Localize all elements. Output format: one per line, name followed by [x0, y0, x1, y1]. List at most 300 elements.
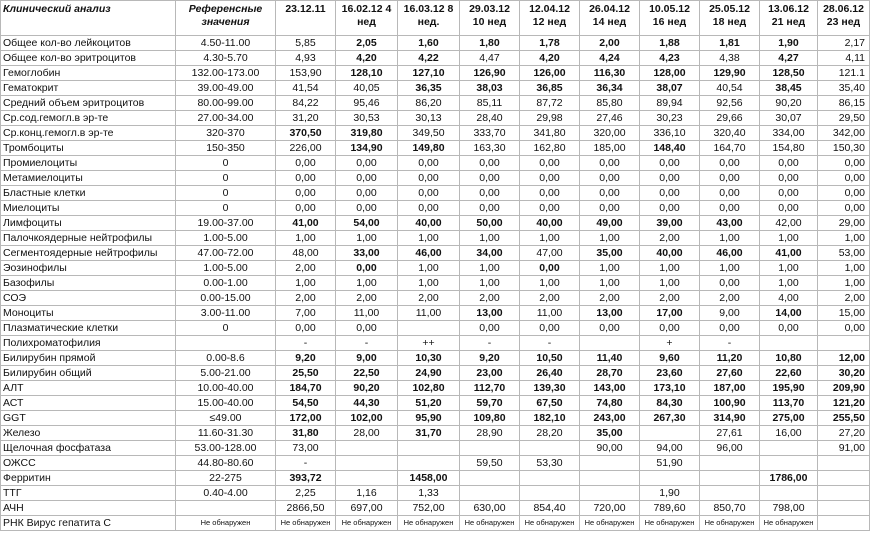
- reference-range-cell: 47.00-72.00: [176, 246, 276, 261]
- result-value-cell: [460, 441, 520, 456]
- reference-range-cell: 22-275: [176, 471, 276, 486]
- result-value-cell: 0,00: [336, 186, 398, 201]
- header-date: [398, 1, 460, 36]
- result-value-cell: Не обнаружен: [700, 516, 760, 531]
- result-value-cell: 314,90: [700, 411, 760, 426]
- result-value-cell: 67,50: [520, 396, 580, 411]
- result-value-cell: 153,90: [276, 66, 336, 81]
- header-date-text: 13.06.12: [768, 3, 809, 15]
- reference-range-cell: [176, 336, 276, 351]
- result-value-cell: 53,00: [818, 246, 870, 261]
- result-value-cell: Не обнаружен: [580, 516, 640, 531]
- result-value-cell: 0,00: [640, 156, 700, 171]
- header-date: [760, 1, 818, 36]
- analysis-name-cell: Ср.конц.гемогл.в эр-те: [1, 126, 176, 141]
- result-value-cell: Не обнаружен: [336, 516, 398, 531]
- header-date-text: 26.04.12: [589, 3, 630, 15]
- result-value-cell: 121.1: [818, 66, 870, 81]
- result-value-cell: 0,00: [760, 171, 818, 186]
- result-value-cell: 1,00: [580, 261, 640, 276]
- result-value-cell: 850,70: [700, 501, 760, 516]
- result-value-cell: 90,20: [336, 381, 398, 396]
- result-value-cell: 23,60: [640, 366, 700, 381]
- result-value-cell: 4,23: [640, 51, 700, 66]
- result-value-cell: 11,20: [700, 351, 760, 366]
- table-row: [1, 276, 870, 291]
- reference-range-cell: 27.00-34.00: [176, 111, 276, 126]
- analysis-name-cell: ОЖСС: [1, 456, 176, 471]
- result-value-cell: 336,10: [640, 126, 700, 141]
- result-value-cell: 40,05: [336, 81, 398, 96]
- result-value-cell: 0,00: [818, 201, 870, 216]
- header-date: [580, 1, 640, 36]
- header-row: [1, 1, 870, 36]
- result-value-cell: 51,90: [640, 456, 700, 471]
- result-value-cell: 185,00: [580, 141, 640, 156]
- header-week-text: нед.: [417, 16, 440, 28]
- result-value-cell: [336, 471, 398, 486]
- reference-range-cell: 0.00-15.00: [176, 291, 276, 306]
- result-value-cell: 126,00: [520, 66, 580, 81]
- result-value-cell: 9,60: [640, 351, 700, 366]
- result-value-cell: 121,20: [818, 396, 870, 411]
- result-value-cell: 2,00: [520, 291, 580, 306]
- result-value-cell: 0,00: [640, 321, 700, 336]
- result-value-cell: 0,00: [336, 321, 398, 336]
- header-week-text: 14 нед: [592, 16, 627, 28]
- result-value-cell: 59,70: [460, 396, 520, 411]
- table-row: [1, 141, 870, 156]
- result-value-cell: 2,05: [336, 36, 398, 51]
- result-value-cell: [398, 321, 460, 336]
- result-value-cell: 102,00: [336, 411, 398, 426]
- result-value-cell: 126,90: [460, 66, 520, 81]
- result-value-cell: 1,00: [336, 276, 398, 291]
- result-value-cell: 2,00: [580, 36, 640, 51]
- reference-range-cell: 0: [176, 186, 276, 201]
- result-value-cell: 10,80: [760, 351, 818, 366]
- result-value-cell: 11,00: [398, 306, 460, 321]
- result-value-cell: 0,00: [460, 321, 520, 336]
- result-value-cell: 209,90: [818, 381, 870, 396]
- result-value-cell: 47,00: [520, 246, 580, 261]
- result-value-cell: -: [700, 336, 760, 351]
- header-date-text: 28.06.12: [823, 3, 864, 15]
- result-value-cell: 334,00: [760, 126, 818, 141]
- result-value-cell: [398, 456, 460, 471]
- result-value-cell: 31,70: [398, 426, 460, 441]
- result-value-cell: [460, 471, 520, 486]
- result-value-cell: 1,00: [398, 231, 460, 246]
- result-value-cell: 320,00: [580, 126, 640, 141]
- result-value-cell: [520, 486, 580, 501]
- result-value-cell: 255,50: [818, 411, 870, 426]
- analysis-name-cell: ТТГ: [1, 486, 176, 501]
- result-value-cell: -: [460, 336, 520, 351]
- result-value-cell: 243,00: [580, 411, 640, 426]
- result-value-cell: 84,30: [640, 396, 700, 411]
- result-value-cell: 0,00: [398, 171, 460, 186]
- result-value-cell: 36,85: [520, 81, 580, 96]
- result-value-cell: 31,80: [276, 426, 336, 441]
- result-value-cell: 27,20: [818, 426, 870, 441]
- analysis-name-cell: Палочкоядерные нейтрофилы: [1, 231, 176, 246]
- result-value-cell: 0,00: [276, 201, 336, 216]
- result-value-cell: 109,80: [460, 411, 520, 426]
- result-value-cell: 42,00: [760, 216, 818, 231]
- result-value-cell: [460, 486, 520, 501]
- result-value-cell: 28,70: [580, 366, 640, 381]
- table-row: [1, 501, 870, 516]
- result-value-cell: 30,20: [818, 366, 870, 381]
- result-value-cell: [818, 471, 870, 486]
- analysis-name-cell: Базофилы: [1, 276, 176, 291]
- result-value-cell: 187,00: [700, 381, 760, 396]
- analysis-name-cell: Эозинофилы: [1, 261, 176, 276]
- result-value-cell: 2,00: [460, 291, 520, 306]
- result-value-cell: -: [520, 336, 580, 351]
- result-value-cell: 48,00: [276, 246, 336, 261]
- result-value-cell: Не обнаружен: [460, 516, 520, 531]
- result-value-cell: [336, 456, 398, 471]
- result-value-cell: [760, 441, 818, 456]
- result-value-cell: 1,00: [580, 276, 640, 291]
- result-value-cell: 0,00: [580, 156, 640, 171]
- header-date-text: 29.03.12: [469, 3, 510, 15]
- header-reference: Референсные значения: [176, 1, 276, 36]
- reference-range-cell: 1.00-5.00: [176, 231, 276, 246]
- result-value-cell: 164,70: [700, 141, 760, 156]
- result-value-cell: 86,15: [818, 96, 870, 111]
- result-value-cell: 1,00: [760, 231, 818, 246]
- header-date: [640, 1, 700, 36]
- result-value-cell: 0,00: [760, 321, 818, 336]
- result-value-cell: 38,03: [460, 81, 520, 96]
- reference-range-cell: 19.00-37.00: [176, 216, 276, 231]
- result-value-cell: 43,00: [700, 216, 760, 231]
- result-value-cell: 4,00: [760, 291, 818, 306]
- table-row: [1, 486, 870, 501]
- result-value-cell: 0,00: [520, 171, 580, 186]
- result-value-cell: 1,00: [460, 261, 520, 276]
- analysis-name-cell: Щелочная фосфатаза: [1, 441, 176, 456]
- result-value-cell: 40,00: [520, 216, 580, 231]
- analysis-name-cell: Метамиелоциты: [1, 171, 176, 186]
- result-value-cell: [580, 486, 640, 501]
- result-value-cell: 148,40: [640, 141, 700, 156]
- result-value-cell: [398, 441, 460, 456]
- reference-range-cell: Не обнаружен: [176, 516, 276, 531]
- result-value-cell: 46,00: [700, 246, 760, 261]
- result-value-cell: 4,27: [760, 51, 818, 66]
- header-week-text: 12 нед: [532, 16, 567, 28]
- analysis-name-cell: Билирубин прямой: [1, 351, 176, 366]
- table-row: [1, 471, 870, 486]
- result-value-cell: 54,50: [276, 396, 336, 411]
- reference-range-cell: 11.60-31.30: [176, 426, 276, 441]
- result-value-cell: 2,00: [336, 291, 398, 306]
- table-row: [1, 321, 870, 336]
- analysis-name-cell: Сегментоядерные нейтрофилы: [1, 246, 176, 261]
- result-value-cell: [640, 426, 700, 441]
- result-value-cell: 4,20: [520, 51, 580, 66]
- result-value-cell: 35,00: [580, 246, 640, 261]
- result-value-cell: 0,00: [818, 171, 870, 186]
- result-value-cell: [818, 456, 870, 471]
- header-date-text: 23.12.11: [285, 3, 326, 15]
- result-value-cell: [700, 486, 760, 501]
- result-value-cell: 1,00: [398, 276, 460, 291]
- result-value-cell: 1,00: [398, 261, 460, 276]
- result-value-cell: 9,00: [336, 351, 398, 366]
- result-value-cell: [760, 456, 818, 471]
- analysis-name-cell: АЧН: [1, 501, 176, 516]
- result-value-cell: 0,00: [460, 186, 520, 201]
- result-value-cell: 149,80: [398, 141, 460, 156]
- result-value-cell: 28,90: [460, 426, 520, 441]
- reference-range-cell: 3.00-11.00: [176, 306, 276, 321]
- header-week-text: 23 нед: [826, 16, 861, 28]
- result-value-cell: 1,00: [460, 276, 520, 291]
- result-value-cell: Не обнаружен: [398, 516, 460, 531]
- table-row: [1, 366, 870, 381]
- result-value-cell: 2,00: [276, 291, 336, 306]
- result-value-cell: 393,72: [276, 471, 336, 486]
- result-value-cell: 1,00: [700, 261, 760, 276]
- result-value-cell: 30,23: [640, 111, 700, 126]
- result-value-cell: 13,00: [580, 306, 640, 321]
- result-value-cell: [818, 516, 870, 531]
- result-value-cell: 40,00: [640, 246, 700, 261]
- result-value-cell: 24,90: [398, 366, 460, 381]
- result-value-cell: 720,00: [580, 501, 640, 516]
- result-value-cell: 798,00: [760, 501, 818, 516]
- result-value-cell: 1,00: [640, 261, 700, 276]
- result-value-cell: 2,00: [640, 231, 700, 246]
- result-value-cell: 2866,50: [276, 501, 336, 516]
- table-row: [1, 186, 870, 201]
- result-value-cell: 2,00: [640, 291, 700, 306]
- result-value-cell: 28,40: [460, 111, 520, 126]
- table-row: [1, 291, 870, 306]
- result-value-cell: 0,00: [700, 171, 760, 186]
- table-row: [1, 36, 870, 51]
- reference-range-cell: 39.00-49.00: [176, 81, 276, 96]
- table-row: [1, 111, 870, 126]
- header-date: [520, 1, 580, 36]
- table-row: [1, 66, 870, 81]
- result-value-cell: 1,88: [640, 36, 700, 51]
- result-value-cell: 143,00: [580, 381, 640, 396]
- result-value-cell: 35,40: [818, 81, 870, 96]
- result-value-cell: 1,00: [460, 231, 520, 246]
- result-value-cell: 0,00: [700, 201, 760, 216]
- result-value-cell: ++: [398, 336, 460, 351]
- analysis-name-cell: АЛТ: [1, 381, 176, 396]
- result-value-cell: 128,00: [640, 66, 700, 81]
- result-value-cell: 0,00: [760, 156, 818, 171]
- reference-range-cell: ≤49.00: [176, 411, 276, 426]
- result-value-cell: 1,90: [640, 486, 700, 501]
- result-value-cell: 1,00: [276, 231, 336, 246]
- result-value-cell: 349,50: [398, 126, 460, 141]
- result-value-cell: 41,00: [276, 216, 336, 231]
- table-row: [1, 336, 870, 351]
- analysis-name-cell: Ср.сод.гемогл.в эр-те: [1, 111, 176, 126]
- result-value-cell: 90,20: [760, 96, 818, 111]
- table-row: [1, 516, 870, 531]
- result-value-cell: 11,00: [336, 306, 398, 321]
- result-value-cell: [760, 486, 818, 501]
- result-value-cell: 4,24: [580, 51, 640, 66]
- result-value-cell: 100,90: [700, 396, 760, 411]
- result-value-cell: 320,40: [700, 126, 760, 141]
- table-row: [1, 231, 870, 246]
- result-value-cell: 4,22: [398, 51, 460, 66]
- result-value-cell: 30,13: [398, 111, 460, 126]
- result-value-cell: 49,00: [580, 216, 640, 231]
- result-value-cell: 128,50: [760, 66, 818, 81]
- result-value-cell: [700, 471, 760, 486]
- result-value-cell: 1,16: [336, 486, 398, 501]
- result-value-cell: 1,00: [336, 231, 398, 246]
- header-week-text: 21 нед: [771, 16, 806, 28]
- result-value-cell: 39,00: [640, 216, 700, 231]
- header-date: [336, 1, 398, 36]
- result-value-cell: 2,00: [398, 291, 460, 306]
- result-value-cell: 0,00: [580, 171, 640, 186]
- result-value-cell: 95,46: [336, 96, 398, 111]
- analysis-name-cell: Миелоциты: [1, 201, 176, 216]
- analysis-name-cell: Моноциты: [1, 306, 176, 321]
- result-value-cell: [700, 456, 760, 471]
- result-value-cell: 84,22: [276, 96, 336, 111]
- header-week-text: 16 нед: [652, 16, 687, 28]
- result-value-cell: 0,00: [700, 276, 760, 291]
- result-value-cell: [818, 336, 870, 351]
- result-value-cell: 0,00: [520, 201, 580, 216]
- table-row: [1, 201, 870, 216]
- result-value-cell: 15,00: [818, 306, 870, 321]
- result-value-cell: 27,46: [580, 111, 640, 126]
- result-value-cell: 0,00: [520, 321, 580, 336]
- analysis-name-cell: СОЭ: [1, 291, 176, 306]
- result-value-cell: 29,00: [818, 216, 870, 231]
- result-value-cell: 342,00: [818, 126, 870, 141]
- result-value-cell: 33,00: [336, 246, 398, 261]
- result-value-cell: 0,00: [460, 156, 520, 171]
- result-value-cell: 1,78: [520, 36, 580, 51]
- result-value-cell: 27,61: [700, 426, 760, 441]
- table-body: [1, 36, 870, 531]
- result-value-cell: Не обнаружен: [520, 516, 580, 531]
- result-value-cell: 128,10: [336, 66, 398, 81]
- result-value-cell: 0,00: [818, 186, 870, 201]
- reference-range-cell: 320-370: [176, 126, 276, 141]
- result-value-cell: Не обнаружен: [640, 516, 700, 531]
- analysis-name-cell: Билирубин общий: [1, 366, 176, 381]
- result-value-cell: 697,00: [336, 501, 398, 516]
- analysis-name-cell: РНК Вирус гепатита С: [1, 516, 176, 531]
- reference-range-cell: 0: [176, 171, 276, 186]
- result-value-cell: 267,30: [640, 411, 700, 426]
- result-value-cell: 51,20: [398, 396, 460, 411]
- result-value-cell: 22,60: [760, 366, 818, 381]
- header-date: [700, 1, 760, 36]
- result-value-cell: 0,00: [398, 201, 460, 216]
- result-value-cell: 12,00: [818, 351, 870, 366]
- table-row: [1, 396, 870, 411]
- result-value-cell: 4,93: [276, 51, 336, 66]
- result-value-cell: 1,80: [460, 36, 520, 51]
- result-value-cell: 14,00: [760, 306, 818, 321]
- result-value-cell: +: [640, 336, 700, 351]
- result-value-cell: -: [336, 336, 398, 351]
- result-value-cell: 112,70: [460, 381, 520, 396]
- result-value-cell: 38,07: [640, 81, 700, 96]
- analysis-name-cell: Гемоглобин: [1, 66, 176, 81]
- result-value-cell: 5,85: [276, 36, 336, 51]
- result-value-cell: 25,50: [276, 366, 336, 381]
- result-value-cell: 127,10: [398, 66, 460, 81]
- header-date-text: 12.04.12: [529, 3, 570, 15]
- result-value-cell: 1,00: [276, 276, 336, 291]
- result-value-cell: 0,00: [700, 156, 760, 171]
- table-row: [1, 381, 870, 396]
- result-value-cell: 41,54: [276, 81, 336, 96]
- result-value-cell: 134,90: [336, 141, 398, 156]
- result-value-cell: 0,00: [640, 171, 700, 186]
- result-value-cell: 182,10: [520, 411, 580, 426]
- result-value-cell: 195,90: [760, 381, 818, 396]
- analysis-name-cell: Железо: [1, 426, 176, 441]
- result-value-cell: 0,00: [276, 156, 336, 171]
- table-row: [1, 81, 870, 96]
- header-analysis-name: Клинический анализ: [1, 1, 176, 36]
- reference-range-cell: 0.40-4.00: [176, 486, 276, 501]
- result-value-cell: 0,00: [640, 186, 700, 201]
- table-row: [1, 96, 870, 111]
- result-value-cell: 30,07: [760, 111, 818, 126]
- result-value-cell: 341,80: [520, 126, 580, 141]
- result-value-cell: 94,00: [640, 441, 700, 456]
- result-value-cell: 1,90: [760, 36, 818, 51]
- result-value-cell: 1,60: [398, 36, 460, 51]
- result-value-cell: 89,94: [640, 96, 700, 111]
- result-value-cell: 46,00: [398, 246, 460, 261]
- analysis-name-cell: АСТ: [1, 396, 176, 411]
- result-value-cell: 50,00: [460, 216, 520, 231]
- result-value-cell: [336, 441, 398, 456]
- result-value-cell: 29,50: [818, 111, 870, 126]
- result-value-cell: 163,30: [460, 141, 520, 156]
- result-value-cell: 26,40: [520, 366, 580, 381]
- result-value-cell: 2,00: [276, 261, 336, 276]
- result-value-cell: 4,38: [700, 51, 760, 66]
- result-value-cell: [760, 336, 818, 351]
- result-value-cell: 31,20: [276, 111, 336, 126]
- reference-range-cell: 0: [176, 321, 276, 336]
- result-value-cell: 0,00: [700, 186, 760, 201]
- result-value-cell: 28,00: [336, 426, 398, 441]
- result-value-cell: 1786,00: [760, 471, 818, 486]
- result-value-cell: 0,00: [460, 201, 520, 216]
- result-value-cell: 0,00: [640, 201, 700, 216]
- reference-range-cell: 10.00-40.00: [176, 381, 276, 396]
- result-value-cell: 0,00: [520, 156, 580, 171]
- result-value-cell: 0,00: [276, 171, 336, 186]
- result-value-cell: 41,00: [760, 246, 818, 261]
